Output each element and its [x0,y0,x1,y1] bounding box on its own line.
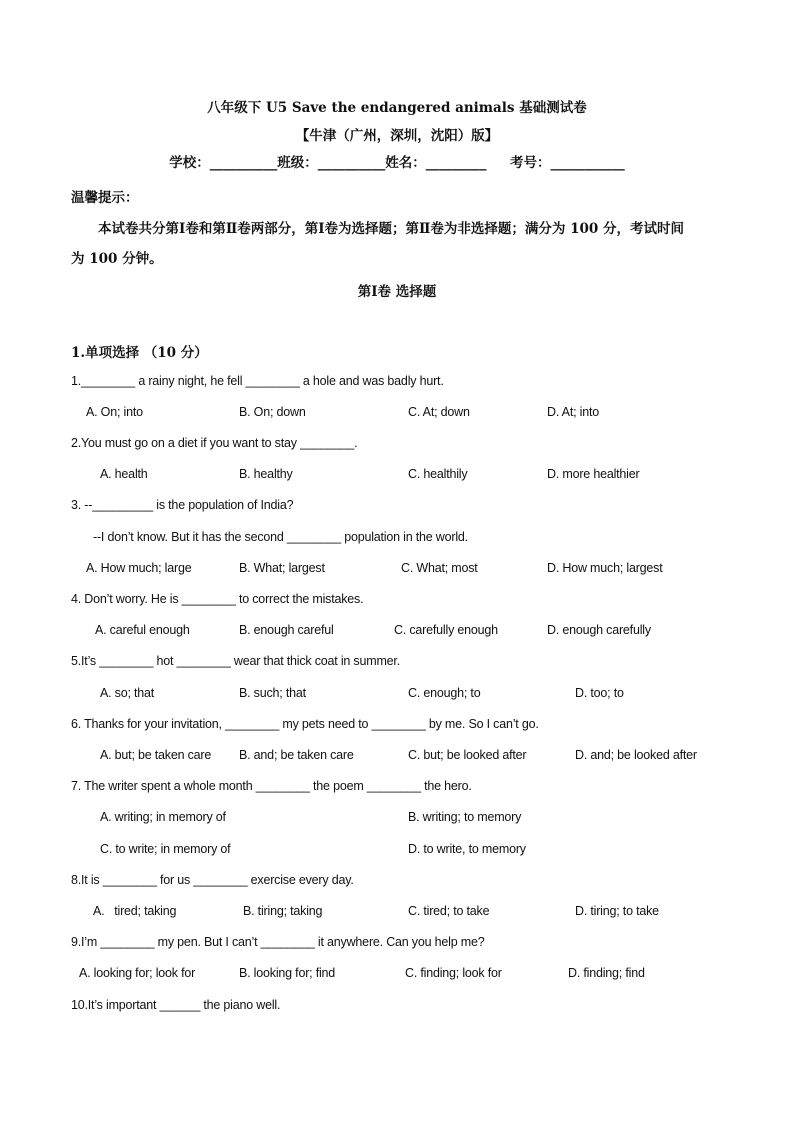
tips-heading: 温馨提示： [71,190,139,206]
q3-option-b: B. What; largest [239,561,325,575]
q8-option-b: B. tiring; taking [243,904,323,918]
q7-option-a: A. writing; in memory of [100,810,226,824]
q8-option-d: D. tiring; to take [575,904,659,918]
question-8-stem: 8.It is ________ for us ________ exercise every day. [71,873,354,887]
q2-option-d: D. more healthier [547,467,640,481]
q8-option-c: C. tired; to take [408,904,490,918]
tips-line-2: 为 100 分钟。 [71,251,163,267]
q9-option-b: B. looking for; find [239,966,336,980]
q8-option-a: A. tired; taking [93,904,177,918]
q9-option-c: C. finding; look for [405,966,502,980]
q6-option-d: D. and; be looked after [575,748,697,762]
question-9-stem: 9.I’m ________ my pen. But I can’t ________ it anywhere. Can you help me? [71,935,485,949]
q2-option-a: A. health [100,467,148,481]
q7-option-d: D. to write, to memory [408,842,526,856]
q5-option-b: B. such; that [239,686,306,700]
question-10-stem: 10.It’s important ______ the piano well. [71,998,281,1012]
q6-option-c: C. but; be looked after [408,748,527,762]
q2-option-b: B. healthy [239,467,293,481]
exam-title: 八年级下 U5 Save the endangered animals 基础测试卷 [207,100,587,116]
question-4-stem: 4. Don’t worry. He is ________ to correct the mistakes. [71,592,364,606]
question-3-response: --I don’t know. But it has the second ________ population in the world. [93,530,468,544]
q2-option-c: C. healthily [408,467,468,481]
q6-option-a: A. but; be taken care [100,748,212,762]
part-heading: 1.单项选择 （10 分） [71,345,208,361]
q3-option-c: C. What; most [401,561,478,575]
section-title: 第Ⅰ卷 选择题 [357,284,437,300]
q1-option-a: A. On; into [86,405,143,419]
q1-option-b: B. On; down [239,405,306,419]
q9-option-a: A. looking for; look for [79,966,196,980]
question-7-stem: 7. The writer spent a whole month ________ the poem ________ the hero. [71,779,472,793]
q3-option-a: A. How much; large [86,561,192,575]
q4-option-c: C. carefully enough [394,623,498,637]
question-5-stem: 5.It’s ________ hot ________ wear that thick coat in summer. [71,654,400,668]
q4-option-d: D. enough carefully [547,623,651,637]
question-3-stem: 3. --_________ is the population of India? [71,498,294,512]
question-2-stem: 2.You must go on a diet if you want to stay ________. [71,436,358,450]
edition-label: 【牛津（广州，深圳，沈阳）版】 [295,128,499,144]
q3-option-d: D. How much; largest [547,561,663,575]
q5-option-d: D. too; to [575,686,624,700]
q4-option-a: A. careful enough [95,623,190,637]
q4-option-b: B. enough careful [239,623,334,637]
q7-option-c: C. to write; in memory of [100,842,231,856]
question-1-stem: 1.________ a rainy night, he fell ________ a hole and was badly hurt. [71,374,444,388]
q5-option-a: A. so; that [100,686,155,700]
q6-option-b: B. and; be taken care [239,748,354,762]
q5-option-c: C. enough; to [408,686,481,700]
student-info-line: 学校：__________班级：__________姓名：_________ 考号：___________ [169,155,625,171]
tips-line-1: 本试卷共分第Ⅰ卷和第Ⅱ卷两部分，第Ⅰ卷为选择题；第Ⅱ卷为非选择题；满分为 100 分，考试时间 [98,221,684,237]
q1-option-d: D. At; into [547,405,599,419]
question-6-stem: 6. Thanks for your invitation, ________ my pets need to ________ by me. So I can’t go. [71,717,539,731]
q7-option-b: B. writing; to memory [408,810,522,824]
q9-option-d: D. finding; find [568,966,645,980]
q1-option-c: C. At; down [408,405,470,419]
